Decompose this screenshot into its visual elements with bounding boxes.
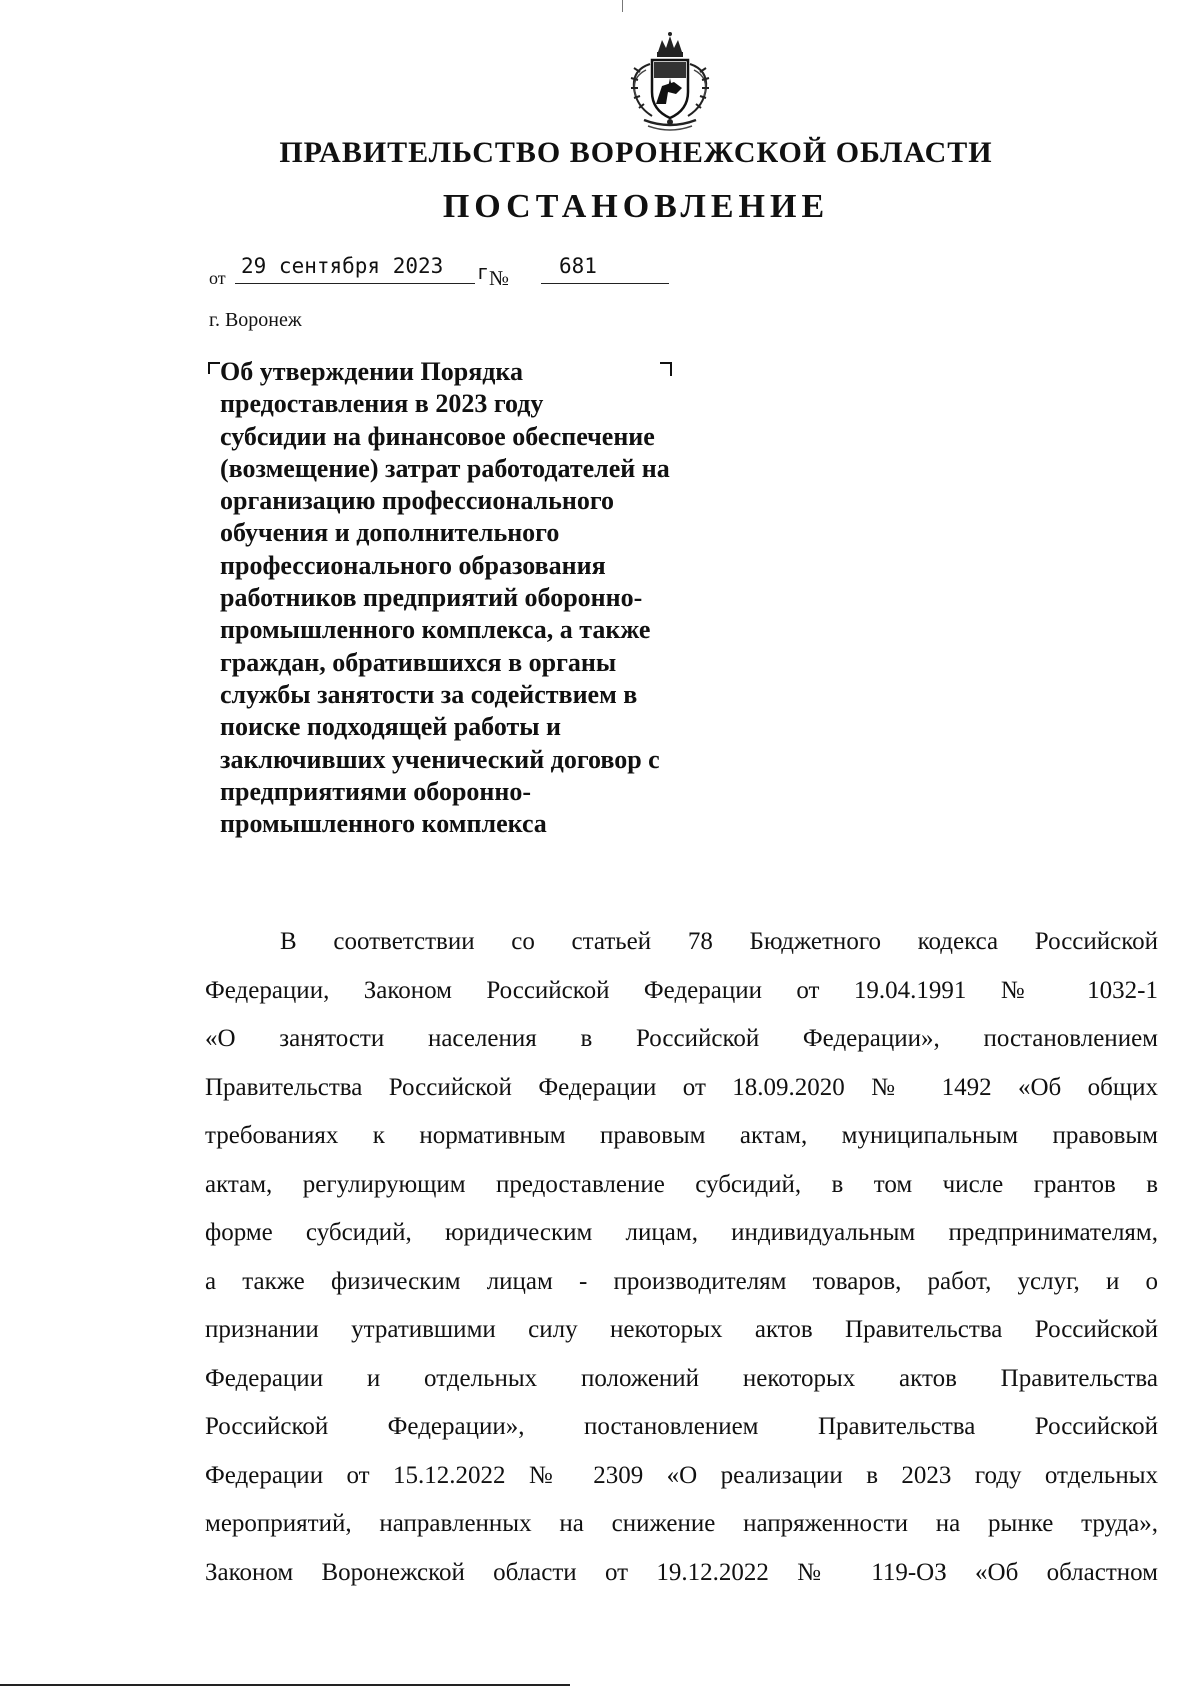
subject-line: (возмещение) затрат работодателей на — [220, 453, 670, 483]
subject-line: предприятиями оборонно- — [220, 776, 532, 806]
subject-line: обучения и дополнительного — [220, 518, 560, 548]
footer-rule — [0, 1684, 570, 1686]
date-prefix: от — [209, 268, 226, 288]
body-line: «О занятости населения в Российской Федерации», постановлением — [205, 1025, 1158, 1052]
subject-line: промышленного комплекса — [220, 809, 547, 839]
body-line: а также физическим лицам - производителям товаров, работ, услуг, и о — [205, 1267, 1158, 1295]
body-line: признании утратившими силу некоторых актов Правительства Российской — [205, 1316, 1158, 1343]
subject-line: заключивших ученический договор с — [220, 744, 660, 774]
body-line: мероприятий, направленных на снижение напряженности на рынке труда», — [205, 1510, 1158, 1537]
scan-mark — [622, 0, 623, 12]
body-line: актам, регулирующим предоставление субсидий, в том числе грантов в — [205, 1170, 1158, 1198]
subject-line: работников предприятий оборонно- — [220, 583, 643, 613]
body-line: форме субсидий, юридическим лицам, индивидуальным предпринимателям, — [205, 1219, 1158, 1246]
document-subject — [220, 356, 740, 840]
body-line: Законом Воронежской области от 19.12.2022 № 119-ОЗ «Об областном — [205, 1558, 1158, 1586]
document-number: 681 — [541, 254, 669, 284]
subject-line: организацию профессионального — [220, 486, 615, 516]
issue-city: г. Воронеж — [209, 309, 302, 331]
document-type-heading: ПОСТАНОВЛЕНИЕ — [442, 188, 830, 225]
body-line: Российской Федерации», постановлением Правительства Российской — [205, 1413, 1158, 1440]
subject-line: граждан, обратившихся в органы — [220, 647, 617, 677]
subject-line: службы занятости за содействием в — [220, 679, 638, 709]
subject-line: предоставления в 2023 году — [220, 389, 544, 419]
coat-of-arms-icon — [622, 30, 718, 136]
subject-bracket-left — [208, 362, 220, 374]
registration-line — [209, 250, 689, 290]
body-line: Федерации от 15.12.2022 № 2309 «О реализации в 2023 году отдельных — [205, 1461, 1158, 1489]
body-line: В соответствии со статьей 78 Бюджетного кодекса Российской — [280, 928, 1158, 955]
subject-line: промышленного комплекса, а также — [220, 615, 651, 645]
organization-title: ПРАВИТЕЛЬСТВО ВОРОНЕЖСКОЙ ОБЛАСТИ — [279, 136, 993, 169]
date-year-suffix: г — [477, 260, 490, 284]
body-line: Федерации и отдельных положений некоторых актов Правительства — [205, 1364, 1158, 1392]
number-sign: № — [489, 266, 510, 290]
body-line: требованиях к нормативным правовым актам, муниципальным правовым — [205, 1122, 1158, 1149]
body-line: Федерации, Законом Российской Федерации от 19.04.1991 № 1032-1 — [205, 976, 1158, 1004]
subject-line: профессионального образования — [220, 550, 606, 580]
document-date: 29 сентября 2023 — [235, 254, 475, 284]
preamble-paragraph — [205, 918, 1158, 1597]
subject-line: Об утверждении Порядка — [220, 357, 524, 386]
subject-line: субсидии на финансовое обеспечение — [220, 421, 655, 451]
body-line: Правительства Российской Федерации от 18.09.2020 № 1492 «Об общих — [205, 1073, 1158, 1101]
subject-line: поиске подходящей работы и — [220, 712, 562, 742]
